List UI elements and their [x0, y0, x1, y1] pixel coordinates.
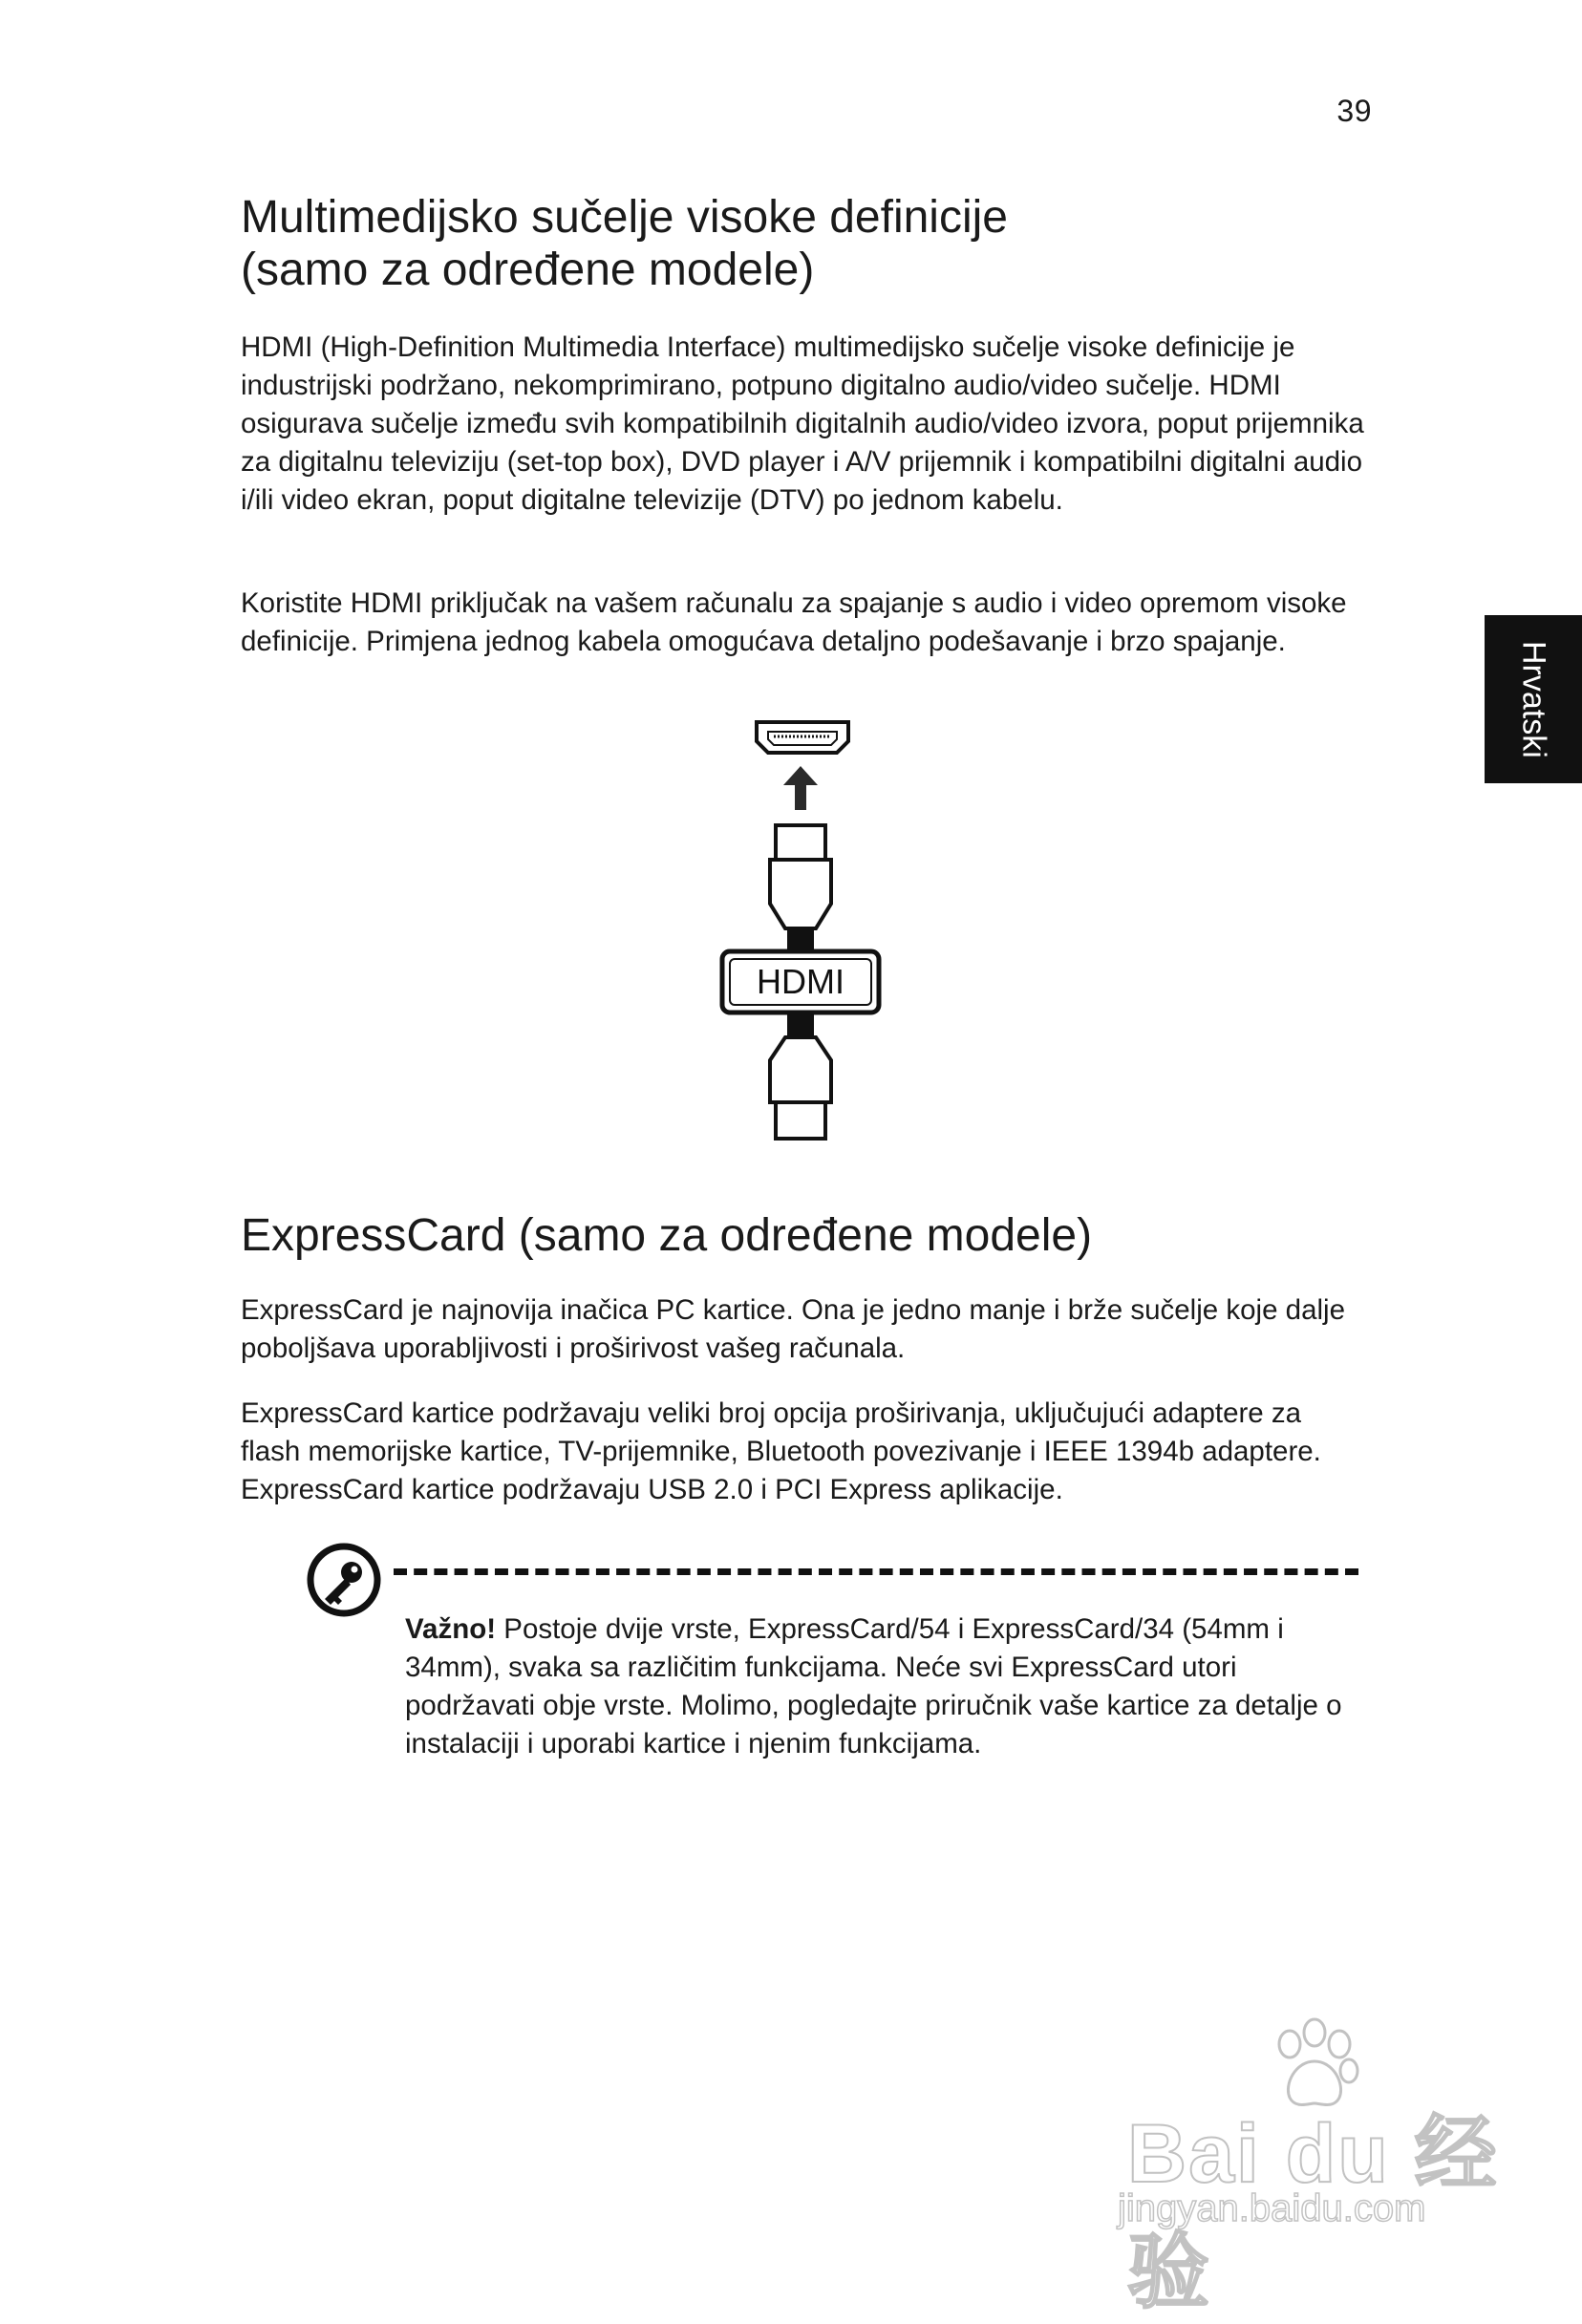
hdmi-figure-label: HDMI	[757, 962, 844, 1001]
hdmi-label-box	[722, 951, 879, 1013]
arrow-up-icon	[783, 766, 818, 810]
note-text	[405, 1610, 1351, 1763]
hdmi-plug-lower-icon	[770, 1013, 831, 1139]
page-number: 39	[1336, 94, 1372, 128]
hdmi-paragraph-1: HDMI (High-Definition Multimedia Interface) multimedijsko sučelje visoke definicije je industrijski podržano, nekomprimirano, potpuno digitalno audio/video sučelje. HDMI osigurava sučelje između svih kompatibilnih digitalnih audio/video izvora, poput prijemnika za digitalnu televiziju (set-top box), DVD player i A/V prijemnik i kompatibilni digitalni audio i/ili video ekran, poput digitalne televizije (DTV) po jednom kabelu.	[241, 331, 1364, 516]
note-label: Važno!	[405, 1613, 497, 1645]
hdmi-title-line2: (samo za određene modele)	[241, 245, 815, 295]
watermark-brand: Bai du 经验	[1127, 2108, 1499, 2318]
watermark-url: jingyan.baidu.com	[1118, 2187, 1426, 2229]
baidu-watermark	[1099, 2015, 1500, 2318]
key-icon	[306, 1542, 382, 1618]
note-body: Postoje dvije vrste, ExpressCard/54 i ExpressCard/34 (54mm i 34mm), svaka sa različitim funkcijama. Neće svi ExpressCard utori podržavati obje vrste. Molimo, pogledajte priručnik vaše kartice za detalje o instalaciji i uporabi kartice i njenim funkcijama.	[405, 1613, 1342, 1759]
expresscard-section-title: ExpressCard (samo za određene modele)	[241, 1210, 1093, 1261]
important-note	[306, 1542, 1366, 1771]
hdmi-plug-upper-icon	[770, 825, 831, 951]
expresscard-paragraph-1: ExpressCard je najnovija inačica PC kartice. Ona je jedno manje i brže sučelje koje dalje poboljšava uporabljivosti i proširivost vašeg računala.	[241, 1294, 1346, 1364]
language-tab	[1485, 615, 1582, 783]
hdmi-port-icon	[757, 722, 848, 753]
expresscard-paragraph-2: ExpressCard kartice podržavaju veliki broj opcija proširivanja, uključujući adaptere za flash memorijske kartice, TV-prijemnike, Bluetooth povezivanje i IEEE 1394b adaptere. ExpressCard kartice podržavaju USB 2.0 i PCI Express aplikacije.	[241, 1397, 1321, 1505]
language-tab-label: Hrvatski	[1515, 640, 1552, 758]
hdmi-connector-illustration	[718, 716, 890, 1156]
hdmi-section-title	[241, 191, 1008, 296]
note-divider	[394, 1568, 1358, 1575]
hdmi-paragraph-2: Koristite HDMI priključak na vašem računalu za spajanje s audio i video opremom visoke definicije. Primjena jednog kabela omogućava detaljno podešavanje i brzo spajanje.	[241, 587, 1347, 657]
hdmi-title-line1: Multimedijsko sučelje visoke definicije	[241, 192, 1008, 243]
